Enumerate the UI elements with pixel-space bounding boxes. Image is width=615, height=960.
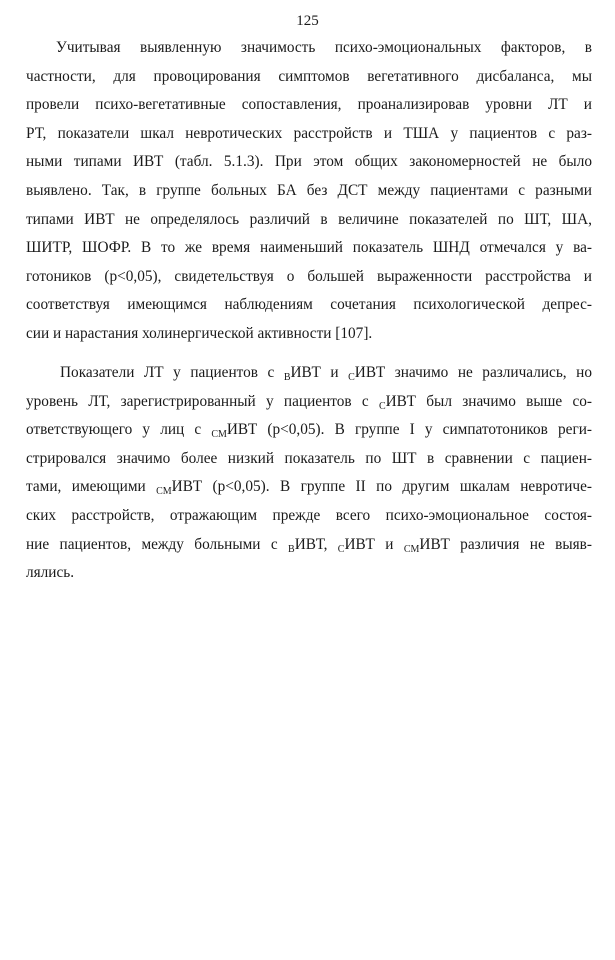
- text-line: сии и нарастания холинергической активности [107].: [26, 324, 373, 342]
- text-line: лялись.: [26, 564, 75, 582]
- text-fragment: ИВТ и: [344, 535, 404, 553]
- text-fragment: ответствующего у лиц с: [26, 421, 212, 439]
- subscript: С: [337, 543, 345, 555]
- subscript: В: [288, 543, 295, 555]
- text-line: [26, 531, 592, 560]
- text-line: соответствуя имеющимся наблюдениям сочетания психологической депрес-: [26, 296, 592, 314]
- text-line: ских расстройств, отражающим прежде всего психо-эмоциональное состоя-: [26, 506, 592, 524]
- text-line: РТ, показатели шкал невротических расстройств и ТША у пациентов с раз-: [26, 124, 592, 142]
- text-line: [26, 416, 592, 445]
- text-fragment: ИВТ различия не выяв-: [419, 535, 592, 553]
- paragraph-1: [26, 34, 592, 349]
- text-line: готоников (р<0,05), свидетельствуя о большей выраженности расстройства и: [26, 267, 592, 285]
- text-line: стрировался значимо более низкий показатель по ШТ в сравнении с пациен-: [26, 449, 592, 467]
- text-fragment: ние пациентов, между больными с: [26, 535, 289, 553]
- text-fragment: ИВТ значимо не различались, но: [354, 364, 592, 381]
- text-line: ШИТР, ШОФР. В то же время наименьший показатель ШНД отмечался у ва-: [26, 239, 592, 257]
- text-fragment: Показатели ЛТ у пациентов с: [60, 364, 284, 381]
- text-fragment: ИВТ и: [290, 364, 349, 381]
- paragraph-2: [26, 359, 592, 588]
- text-fragment: ИВТ (р<0,05). В группе II по другим шкалам невротиче-: [171, 478, 592, 496]
- text-line: [26, 359, 592, 388]
- subscript: СМ: [156, 486, 172, 498]
- text-line: ными типами ИВТ (табл. 5.1.3). При этом общих закономерностей не было: [26, 153, 592, 171]
- text-fragment: ИВТ был значимо выше со-: [385, 392, 592, 410]
- text-fragment: уровень ЛТ, зарегистрированный у пациентов с: [26, 392, 379, 410]
- text-fragment: ИВТ,: [294, 535, 338, 553]
- subscript: СМ: [403, 543, 420, 555]
- subscript: В: [283, 372, 291, 383]
- text-line: типами ИВТ не определялось различий в величине показателей по ШТ, ША,: [26, 210, 592, 228]
- subscript: С: [348, 372, 355, 383]
- page-number: 125: [296, 13, 319, 29]
- text-line: [26, 473, 592, 502]
- text-fragment: тами, имеющими: [26, 478, 157, 496]
- text-fragment: ИВТ (р<0,05). В группе I у симпатотоников реги-: [226, 421, 592, 439]
- text-line: Учитывая выявленную значимость психо-эмоциональных факторов, в: [56, 39, 592, 56]
- text-line: частности, для провоцирования симптомов вегетативного дисбаланса, мы: [26, 67, 592, 85]
- text-line: выявлено. Так, в группе больных БА без ДСТ между пациентами с разными: [26, 181, 592, 199]
- subscript: С: [378, 400, 386, 412]
- subscript: СМ: [211, 429, 227, 441]
- text-line: [26, 388, 592, 417]
- text-line: провели психо-вегетативные сопоставления, проанализировав уровни ЛТ и: [26, 96, 592, 114]
